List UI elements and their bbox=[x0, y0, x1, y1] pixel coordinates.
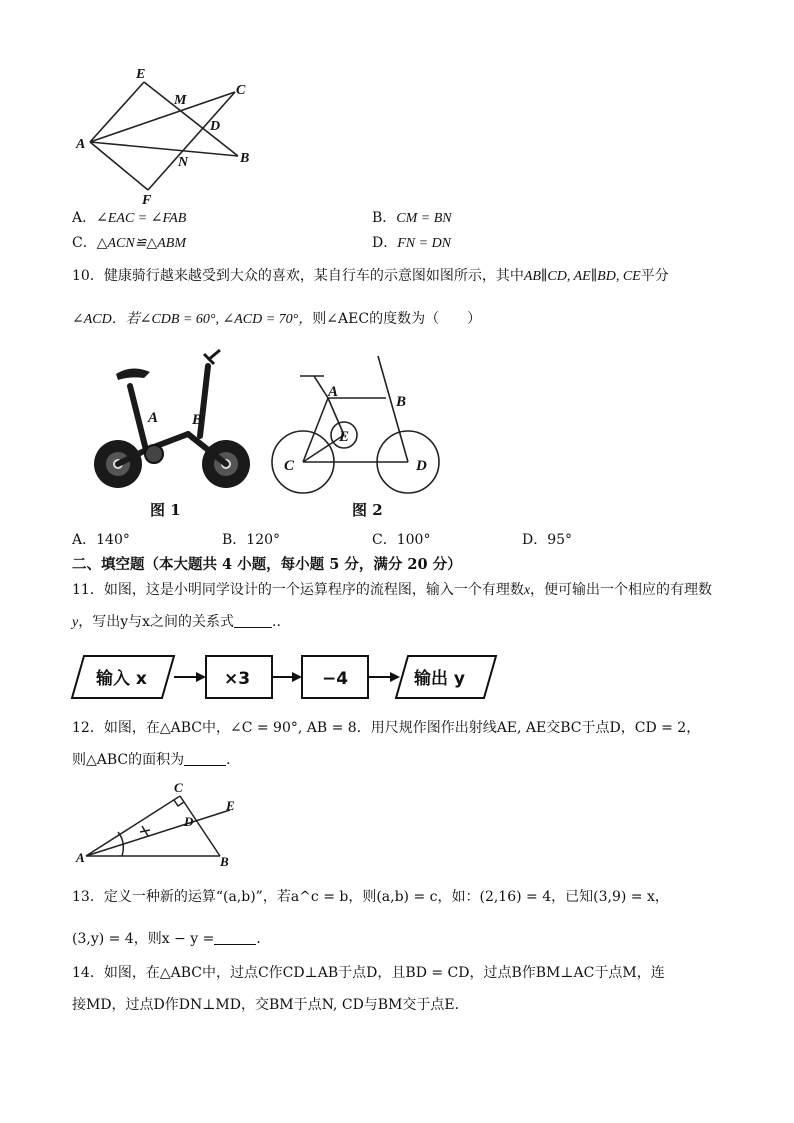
q11-answer-blank[interactable] bbox=[234, 613, 272, 628]
q12-answer-blank[interactable] bbox=[184, 751, 226, 766]
q10-diagram-label-B: B bbox=[396, 394, 407, 410]
q10-bicycle-photo bbox=[88, 346, 258, 492]
q10-option-a-text: 140° bbox=[96, 532, 130, 548]
q10-option-b-tag: B． bbox=[222, 532, 247, 548]
q14-number: 14． bbox=[72, 965, 104, 981]
q9-label-N: N bbox=[178, 155, 189, 170]
q12-line2: 则△ABC的面积为 ． bbox=[72, 752, 241, 768]
q11-line1-end: ，便可输出一个相应的有理数 bbox=[530, 582, 713, 598]
q10-line2-end: 则∠AEC的度数为（ ） bbox=[312, 311, 482, 327]
q9-option-a-tag: A． bbox=[72, 210, 97, 226]
q11-flow-output: 输出 y bbox=[414, 669, 465, 689]
q10-photo-label-B: B bbox=[192, 412, 203, 428]
q13-line2-text: (3,y) = 4，则x − y = bbox=[72, 931, 215, 947]
q11-flow-step2: −4 bbox=[322, 669, 349, 689]
q12-label-B: B bbox=[220, 854, 229, 869]
q10-option-b-text: 120° bbox=[246, 532, 281, 548]
q9-label-E: E bbox=[136, 67, 146, 82]
q9-option-b[interactable] bbox=[372, 208, 452, 229]
q10-fig1-caption: 图 1 bbox=[150, 501, 181, 519]
q9-label-M: M bbox=[174, 93, 187, 108]
q11-line2-text: ，写出y与x之间的关系式 bbox=[78, 614, 235, 630]
q10-line1-math: AB∥CD, AE∥BD, CE bbox=[523, 269, 641, 284]
q11-line1-text: 如图，这是小明同学设计的一个运算程序的流程图，输入一个有理数 bbox=[103, 582, 524, 598]
q11-number: 11． bbox=[72, 582, 104, 598]
q10-photo-label-A: A bbox=[148, 410, 159, 426]
q10-diagram-label-D: D bbox=[416, 458, 427, 474]
q11-line2: y，写出y与x之间的关系式 .. bbox=[72, 614, 281, 630]
q9-option-c-tag: C． bbox=[72, 235, 97, 251]
q9-option-d-tag: D． bbox=[372, 235, 398, 251]
q10-option-c[interactable] bbox=[372, 530, 430, 550]
q14-line1-text: 如图，在△ABC中，过点C作CD⊥AB于点D，且BD = CD，过点B作BM⊥AC于点M，连 bbox=[103, 965, 665, 981]
q9-option-d[interactable] bbox=[372, 233, 451, 254]
q10-option-c-tag: C． bbox=[372, 532, 397, 548]
q10-option-a[interactable] bbox=[72, 530, 130, 550]
q9-option-c[interactable] bbox=[72, 233, 186, 254]
q13-answer-blank[interactable] bbox=[214, 930, 256, 945]
q11-line2-var: y bbox=[72, 615, 79, 630]
q10-diagram-label-C: C bbox=[284, 458, 295, 474]
q9-option-b-text: CM = BN bbox=[396, 211, 452, 226]
q11-line1-var: x bbox=[523, 583, 531, 598]
q10-number: 10． bbox=[72, 268, 104, 284]
q9-label-D: D bbox=[210, 119, 221, 134]
q10-option-b[interactable] bbox=[222, 530, 280, 550]
q14-line2-text: 接MD，过点D作DN⊥MD，交BM于点N, CD与BM交于点E． bbox=[72, 997, 469, 1013]
q12-label-E: E bbox=[226, 798, 235, 813]
q12-figure bbox=[74, 780, 254, 872]
q10-bicycle-diagram bbox=[270, 350, 450, 498]
q10-line2 bbox=[72, 309, 481, 330]
q13-line1-text: 定义一种新的运算“(a,b)”，若a^c = b，则(a,b) = c，如：(2,16) = 4，已知(3,9) = x， bbox=[103, 889, 669, 905]
q10-option-d-text: 95° bbox=[547, 532, 573, 548]
q9-label-B: B bbox=[240, 151, 250, 166]
q10-option-c-text: 100° bbox=[396, 532, 431, 548]
q10-diagram-label-A: A bbox=[328, 384, 339, 400]
q13-line1 bbox=[72, 887, 669, 907]
q10-line1-text: 健康骑行越来越受到大众的喜欢，某自行车的示意图如图所示，其中 bbox=[103, 268, 524, 284]
q10-option-a-tag: A． bbox=[72, 532, 97, 548]
q9-option-a[interactable] bbox=[72, 208, 186, 229]
q12-label-A: A bbox=[76, 850, 85, 865]
q14-line2 bbox=[72, 995, 469, 1015]
q10-option-d-tag: D． bbox=[522, 532, 548, 548]
q11-flowchart bbox=[70, 652, 500, 704]
q9-option-b-tag: B． bbox=[372, 210, 397, 226]
q12-label-C: C bbox=[174, 780, 183, 795]
q12-line1 bbox=[72, 718, 700, 738]
q10-line1 bbox=[72, 266, 669, 287]
q12-label-D: D bbox=[184, 814, 194, 829]
q9-option-a-text: ∠EAC = ∠FAB bbox=[96, 211, 187, 226]
q9-option-c-text: △ACN≌△ABM bbox=[96, 236, 186, 251]
q10-option-d[interactable] bbox=[522, 530, 572, 550]
q10-fig2-caption: 图 2 bbox=[352, 501, 383, 519]
q9-option-d-text: FN = DN bbox=[397, 236, 452, 251]
q13-line2: (3,y) = 4，则x − y = ． bbox=[72, 931, 271, 947]
q10-line1-end: 平分 bbox=[640, 268, 669, 284]
q14-line1 bbox=[72, 963, 665, 983]
q12-line1-text: 如图，在△ABC中，∠C = 90°, AB = 8．用尺规作图作出射线AE, AE交BC于点D，CD = 2， bbox=[103, 720, 701, 736]
q11-flow-step1: ×3 bbox=[224, 669, 251, 689]
q9-label-A: A bbox=[76, 137, 86, 152]
q12-number: 12． bbox=[72, 720, 104, 736]
q11-line1 bbox=[72, 580, 712, 601]
q12-line2-text: 则△ABC的面积为 bbox=[72, 752, 185, 768]
q9-figure bbox=[70, 62, 270, 210]
q11-flow-input: 输入 x bbox=[96, 669, 147, 689]
section-heading: 二、填空题（本大题共 4 小题，每小题 5 分，满分 20 分） bbox=[72, 556, 462, 573]
q9-label-C: C bbox=[236, 83, 246, 98]
q10-diagram-label-E: E bbox=[339, 429, 350, 445]
q10-line2-math: ∠ACD．若∠CDB = 60°, ∠ACD = 70°， bbox=[72, 312, 313, 327]
q13-number: 13． bbox=[72, 889, 104, 905]
q9-label-F: F bbox=[142, 193, 152, 208]
